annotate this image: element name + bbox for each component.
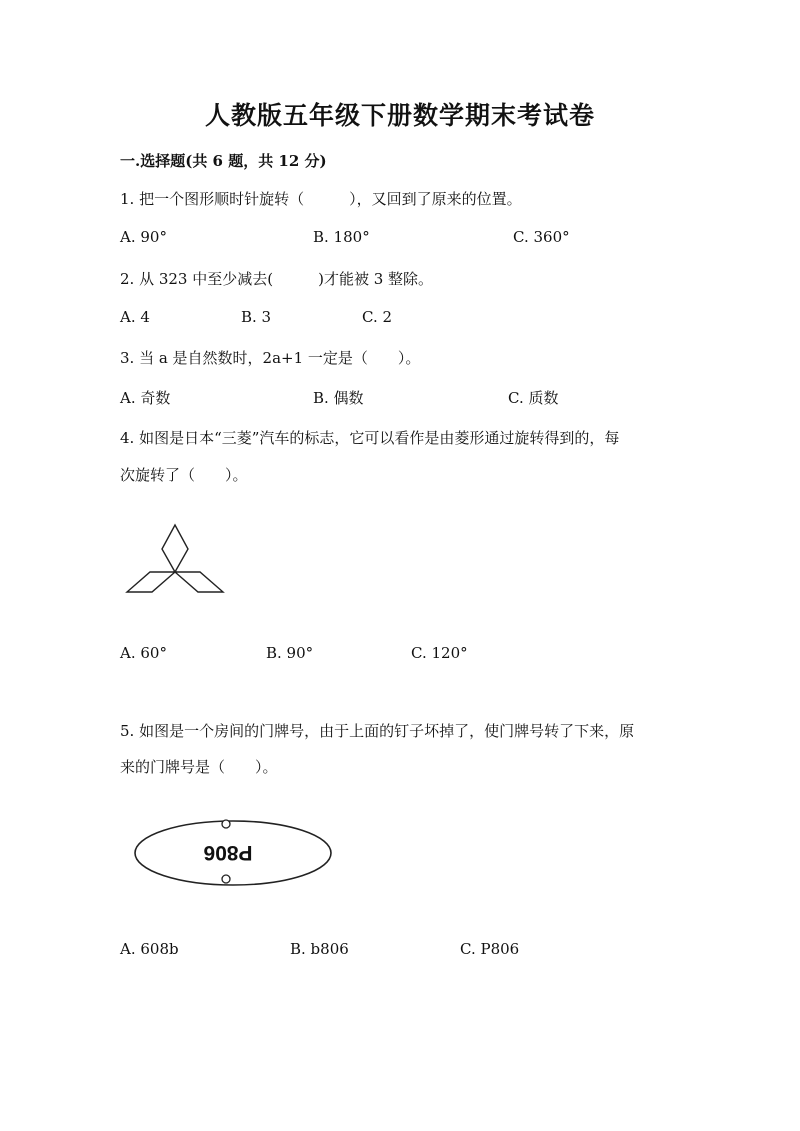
door-plate-figure [128,815,338,890]
question-1-option-c: C. 360° [513,228,570,246]
question-2-option-c: C. 2 [362,308,393,326]
question-5-text-line-2: 来的门牌号是（ ）。 [120,758,278,776]
question-2-option-b: B. 3 [241,308,272,326]
question-4-option-a: A. 60° [120,644,167,662]
question-5-option-c: C. P806 [460,940,520,958]
door-plate-number: P806 [203,841,253,864]
question-1-text: 1. 把一个图形顺时针旋转（ ），又回到了原来的位置。 [120,190,522,208]
question-4-option-b: B. 90° [266,644,314,662]
rhombus-top [162,525,188,572]
question-5-option-b: B. b806 [290,940,349,958]
question-3-option-a: A. 奇数 [120,389,171,407]
question-4-text-line-1: 4. 如图是日本“三菱”汽车的标志，它可以看作是由菱形通过旋转得到的，每 [120,429,620,447]
question-5-text-line-1: 5. 如图是一个房间的门牌号，由于上面的钉子坏掉了，使门牌号转了下来，原 [120,722,635,740]
page-title: 人教版五年级下册数学期末考试卷 [204,101,595,130]
rhombus-right [175,572,223,592]
question-2-text: 2. 从 323 中至少减去( )才能被 3 整除。 [120,270,434,288]
question-1-option-a: A. 90° [120,228,167,246]
question-4-option-c: C. 120° [411,644,468,662]
section-header: 一.选择题(共 6 题，共 12 分) [120,152,327,170]
nail-hole-bottom-icon [222,875,230,883]
question-4-text-line-2: 次旋转了（ ）。 [120,466,248,484]
mitsubishi-logo-figure [120,518,230,600]
nail-hole-top-icon [222,820,230,828]
question-3-option-b: B. 偶数 [313,389,364,407]
rhombus-left [127,572,175,592]
question-5-option-a: A. 608b [120,940,179,958]
question-1-option-b: B. 180° [313,228,370,246]
question-3-text: 3. 当 a 是自然数时，2a+1 一定是（ ）。 [120,349,421,367]
question-3-option-c: C. 质数 [508,389,559,407]
question-2-option-a: A. 4 [120,308,150,326]
